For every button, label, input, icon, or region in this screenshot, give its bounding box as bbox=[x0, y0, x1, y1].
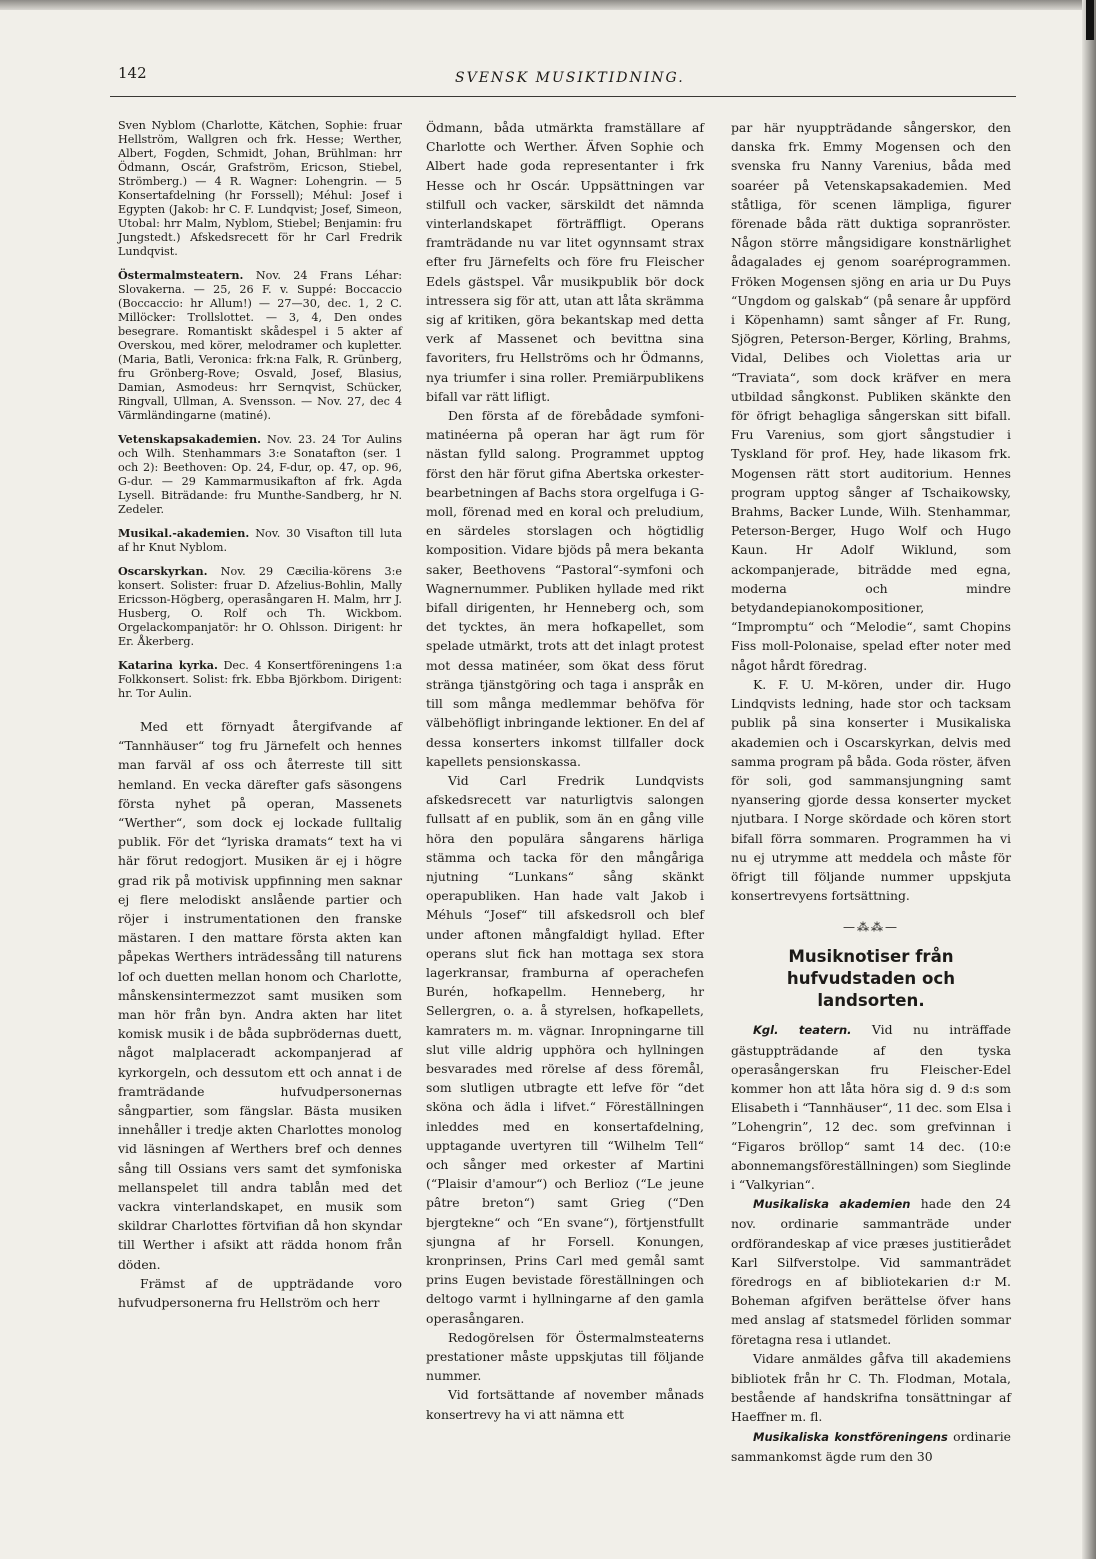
article-paragraph: Med ett förnyadt återgifvande af “Tannhäuser“ tog fru Järnefelt och hennes man farväl af oss och återreste till sitt hemland. En vecka därefter gafs säsongens första nyhet på operan, Massenets “Werther“, som dock ej lockade fulltalig publik. För det “lyriska dramats“ text ha vi här förut redogjort. Musiken är ej i högre grad rik på motivisk uppfinning men saknar ej flere melodiskt anslående partier och röjer i instrumentationen den franske mästaren. I den mattare första akten kan påpekas Werthers inträdessång till naturens lof och duetten mellan honom och Charlotte, månskensintermezzot samt musiken som man hör från byn. Andra akten har litet komisk musik i de båda supbrödernas duett, något malplaceradt ackompanjerad af kyrkorgeln, och dessutom ett och annat i de framträdande hufvudpersonernas sångpartier, som fängslar. Bästa musiken innehåller i tredje akten Charlottes monolog vid läsningen af Werthers bref och dennes sång till Ossians vers samt det symfoniska mellanspelet till andra tablån med det vackra vinterlandskapet, en musik som skildrar Charlottes förtvifian då hon skyndar till Werther i afsikt att rädda honom från döden. bbox=[118, 719, 402, 1272]
scan-edge-right bbox=[1082, 0, 1096, 1559]
page-number: 142 bbox=[118, 64, 147, 82]
header-rule bbox=[110, 96, 1016, 97]
news-item: Vidare anmäldes gåfva till akademiens bibliotek från hr C. Th. Flodman, Motala, bestående af handskrifna tonsättningar af Haeffner m. fl. bbox=[731, 1350, 1011, 1425]
article-paragraph: Redogörelsen för Östermalmsteaterns prestationer måste uppskjutas till följande nummer. bbox=[426, 1329, 704, 1384]
column-middle bbox=[426, 118, 704, 1424]
scan-notch bbox=[1086, 0, 1094, 40]
news-item: Musikaliska akademien hade den 24 nov. ordinarie sammanträde under ordförandeskap af vice præses justitierådet Karl Silfverstolpe. Vid sammanträdet föredrogs en af bibliotekarien d:r M. Boheman afgifven berättelse öfver hans med anslag af statsmedel förliden sommar företagna resa i utlandet. bbox=[731, 1196, 1012, 1347]
article-paragraph: par här nyuppträdande sångerskor, den danska frk. Emmy Mogensen och den svenska fru Nanny Varenius, båda med soaréer på Vetenskapsakademien. Med ståtliga, för scenen lämpliga, figurer förenade båda rätt duktiga sopranröster. Någon större mångsidigare konstnärlighet ådagalades ej genom soaréprogrammen. Fröken Mogensen sjöng en aria ur Du Puys “Ungdom og galskab“ (på senare år uppförd i Köpenhamn) samt sånger af Fr. Rung, Sjögren, Peterson-Berger, Körling, Brahms, Vidal, Delibes och Violettas aria ur “Traviata“, som dock kräfver en mera utbildad sångkonst. Publiken skänkte den för öfrigt behagliga sångerskan sitt bifall. Fru Varenius, som gjort sångstudier i Tyskland för prof. Hey, hade likasom frk. Mogensen rätt stort auditorium. Hennes program upptog sånger af Tschaikowsky, Brahms, Backer Lunde, Wilh. Stenhammar, Peterson-Berger, Hugo Wolf och Hugo Kaun. Hr Adolf Wiklund, som ackompanjerade, biträdde med egna, moderna och mindre betydandepianokompositioner, “Impromptu“ och “Melodie“, samt Chopins Fiss moll-Polonaise, spelad efter noter med något hårdt föredrag. bbox=[731, 120, 1011, 673]
article-paragraph: Vid fortsättande af november månads konsertrevy ha vi att nämna ett bbox=[426, 1387, 704, 1422]
article-paragraph: Vid Carl Fredrik Lundqvists afskedsrecett var naturligtvis salongen fullsatt af en publik, som än en gång ville höra den populära sångarens härliga stämma och tacka för den mångåriga njutning “Lunkans“ sång skänkt operapubliken. Han hade valt Jakob i Méhuls “Josef“ till afskedsroll och blef under aftonen mångfaldigt hyllad. Efter operans slut fick han mottaga sex stora lagerkransar, framburna af operachefen Burén, hofkapellm. Henneberg, hr Sellergren, o. a. å styrelsen, hofkapellets, kamraters m. m. vägnar. Inropningarne till slut ville aldrig upphöra och hyllningen besvarades med rörelse af dess föremål, som slutligen utbragte ett lefve för “det sköna och ädla i lifvet.“ Föreställningen inleddes med en konsertafdelning, upptagande uvertyren till “Wilhelm Tell“ och sånger med orkester af Martini (“Plaisir d'amour“) och Berlioz (“Le jeune pâtre breton“) samt Grieg (“Den bjergtekne“ och “En svane“), förtjenstfullt sjungna af hr Forsell. Konungen, kronprinsen, Prins Carl med gemål samt prins Eugen bevistade föreställningen och deltogo varmt i hyllningarne af den gamla operasångaren. bbox=[426, 772, 704, 1326]
section-ornament: —⁂⁂— bbox=[843, 920, 899, 935]
listing-entry: Sven Nyblom (Charlotte, Kätchen, Sophie: fruar Hellström, Wallgren och frk. Hesse; Werther, Albert, Fogden, Schmidt, Johan, Brühlman: hrr Ödmann, Oscár, Grafström, Ericson, Stiebel, Strömberg.) — 4 R. Wagner: Lohengrin. — 5 Konsertafdelning (hr Forssell); Méhul: Josef i Egypten (Jakob: hr C. F. Lundqvist; Josef, Simeon, Utobal: hrr Malm, Nyblom, Stiebel; Benjamin: fru Jungstedt.) Afskedsrecett för hr Carl Fredrik Lundqvist. bbox=[118, 119, 402, 258]
article-paragraph: K. F. U. M-kören, under dir. Hugo Lindqvists ledning, hade stor och tacksam publik på sina konserter i Musikaliska akademien och i Oscarskyrkan, delvis med samma program på båda. Goda röster, äfven för soli, god sammansjungning samt nyansering gjorde dessa konserter mycket njutbara. I Norge skördade och kören stort bifall förra sommaren. Programmen ha vi nu ej utrymme att meddela och måste för öfrigt till följande nummer uppskjuta konsertrevyens fortsättning. bbox=[731, 676, 1011, 904]
news-item: Kgl. teatern. Vid nu inträffade gästuppträdande af den tyska operasångerskan fru Fleischer-Edel kommer hon att låta höra sig d. 9 d:s som Elisabeth i “Tannhäuser“, 11 dec. som Elsa i ”Lohengrin”, 12 dec. som grefvinnan i “Figaros bröllop“ samt 14 dec. (10:e abonnemangsföreställningen) som Sieglinde i “Valkyrian“. bbox=[731, 1022, 1011, 1193]
listing-entry: Vetenskapsakademien. Nov. 23. 24 Tor Aulins och Wilh. Stenhammars 3:e Sonatafton (ser. 1 och 2): Beethoven: Op. 24, F-dur, op. 47, op. 96, G-dur. — 29 Kammarmusikafton af frk. Agda Lysell. Biträdande: fru Munthe-Sandberg, hr N. Zedeler. bbox=[118, 432, 402, 516]
news-item: Musikaliska konstföreningens ordinarie sammankomst ägde rum den 30 bbox=[731, 1428, 1011, 1464]
column-left bbox=[118, 118, 402, 1312]
listing-entry: Oscarskyrkan. Nov. 29 Cæcilia-körens 3:e konsert. Solister: fruar D. Afzelius-Bohlin, Mally Ericsson-Högberg, operasångaren H. Malm, hrr J. Husberg, O. Rolf och Th. Wickbom. Orgelackompanjatör: hr O. Ohlsson. Dirigent: hr Er. Åkerberg. bbox=[118, 564, 402, 648]
scan-edge-top bbox=[0, 0, 1096, 10]
article-paragraph: Den första af de förebådade symfoni-matinéerna på operan har ägt rum för nästan fylld salong. Programmet upptog först den här förut gifna Abertska orkester-bearbetningen af Bachs stora orgelfuga i G-moll, förenad med en koral och preludium, en särdeles storslagen och högtidlig komposition. Vidare bjöds på mera bekanta saker, Beethovens “Pastoral“-symfoni och Wagnernummer. Publiken hyllade med rikt bifall dirigenten, hr Henneberg och, som det tycktes, än mera hofkapellet, som spelade utmärkt, trots att det inlagt protest mot dessa matinéer, som ökat dess förut stränga tjänstgöring och taga i anspråk en till som många medlemmar behöfva för välbehöfligt inbringande lektioner. En del af dessa konserters inkomst tillfaller dock kapellets pensionskassa. bbox=[426, 408, 704, 769]
article-paragraph: Ödmann, båda utmärkta framställare af Charlotte och Werther. Äfven Sophie och Albert hade goda representanter i frk Hesse och hr Oscár. Uppsättningen var stilfull och vacker, särskildt det nämnda vinterlandskapet förträffligt. Operans framträdande nu var litet ogynnsamt strax efter fru Järnefelts och före fru Fleischer Edels gästspel. Vår musikpublik bör dock intressera sig för att, utan att låta skrämma sig af kritiken, göra bekantskap med detta verk af Massenet och bevittna sina favoriters, fru Hellströms och hr Ödmanns, nya triumfer i sina roller. Premiärpublikens bifall var rätt lifligt. bbox=[426, 120, 704, 404]
listing-entry: Katarina kyrka. Dec. 4 Konsertföreningens 1:a Folkkonsert. Solist: frk. Ebba Björkbom. Dirigent: hr. Tor Aulin. bbox=[118, 658, 403, 700]
listing-entry: Musikal.-akademien. Nov. 30 Visafton till luta af hr Knut Nyblom. bbox=[118, 526, 402, 554]
running-title: SVENSK MUSIKTIDNING. bbox=[455, 70, 685, 86]
article-paragraph: Främst af de uppträdande voro hufvudpersonerna fru Hellström och herr bbox=[118, 1275, 402, 1311]
column-right bbox=[731, 118, 1011, 1466]
section-title: Musiknotiser från hufvudstaden och landsorten. bbox=[786, 947, 956, 1011]
listing-entry: Östermalmsteatern. Nov. 24 Frans Léhar: Slovakerna. — 25, 26 F. v. Suppé: Boccaccio (Boccaccio: hr Allum!) — 27—30, dec. 1, 2 C. Millöcker: Trollslottet. — 3, 4, Den ondes besegrare. Romantiskt skådespel i 5 akter af Overskou, med körer, melodramer och kupletter. (Maria, Batli, Veronica: frk:na Falk, R. Grünberg, fru Grönberg-Rove; Osvald, Josef, Blasius, Damian, Asmodeus: hrr Sernqvist, Schücker, Ringvall, Ullman, A. Svensson. — Nov. 27, dec 4 Värmländingarne (matiné). bbox=[118, 268, 402, 422]
